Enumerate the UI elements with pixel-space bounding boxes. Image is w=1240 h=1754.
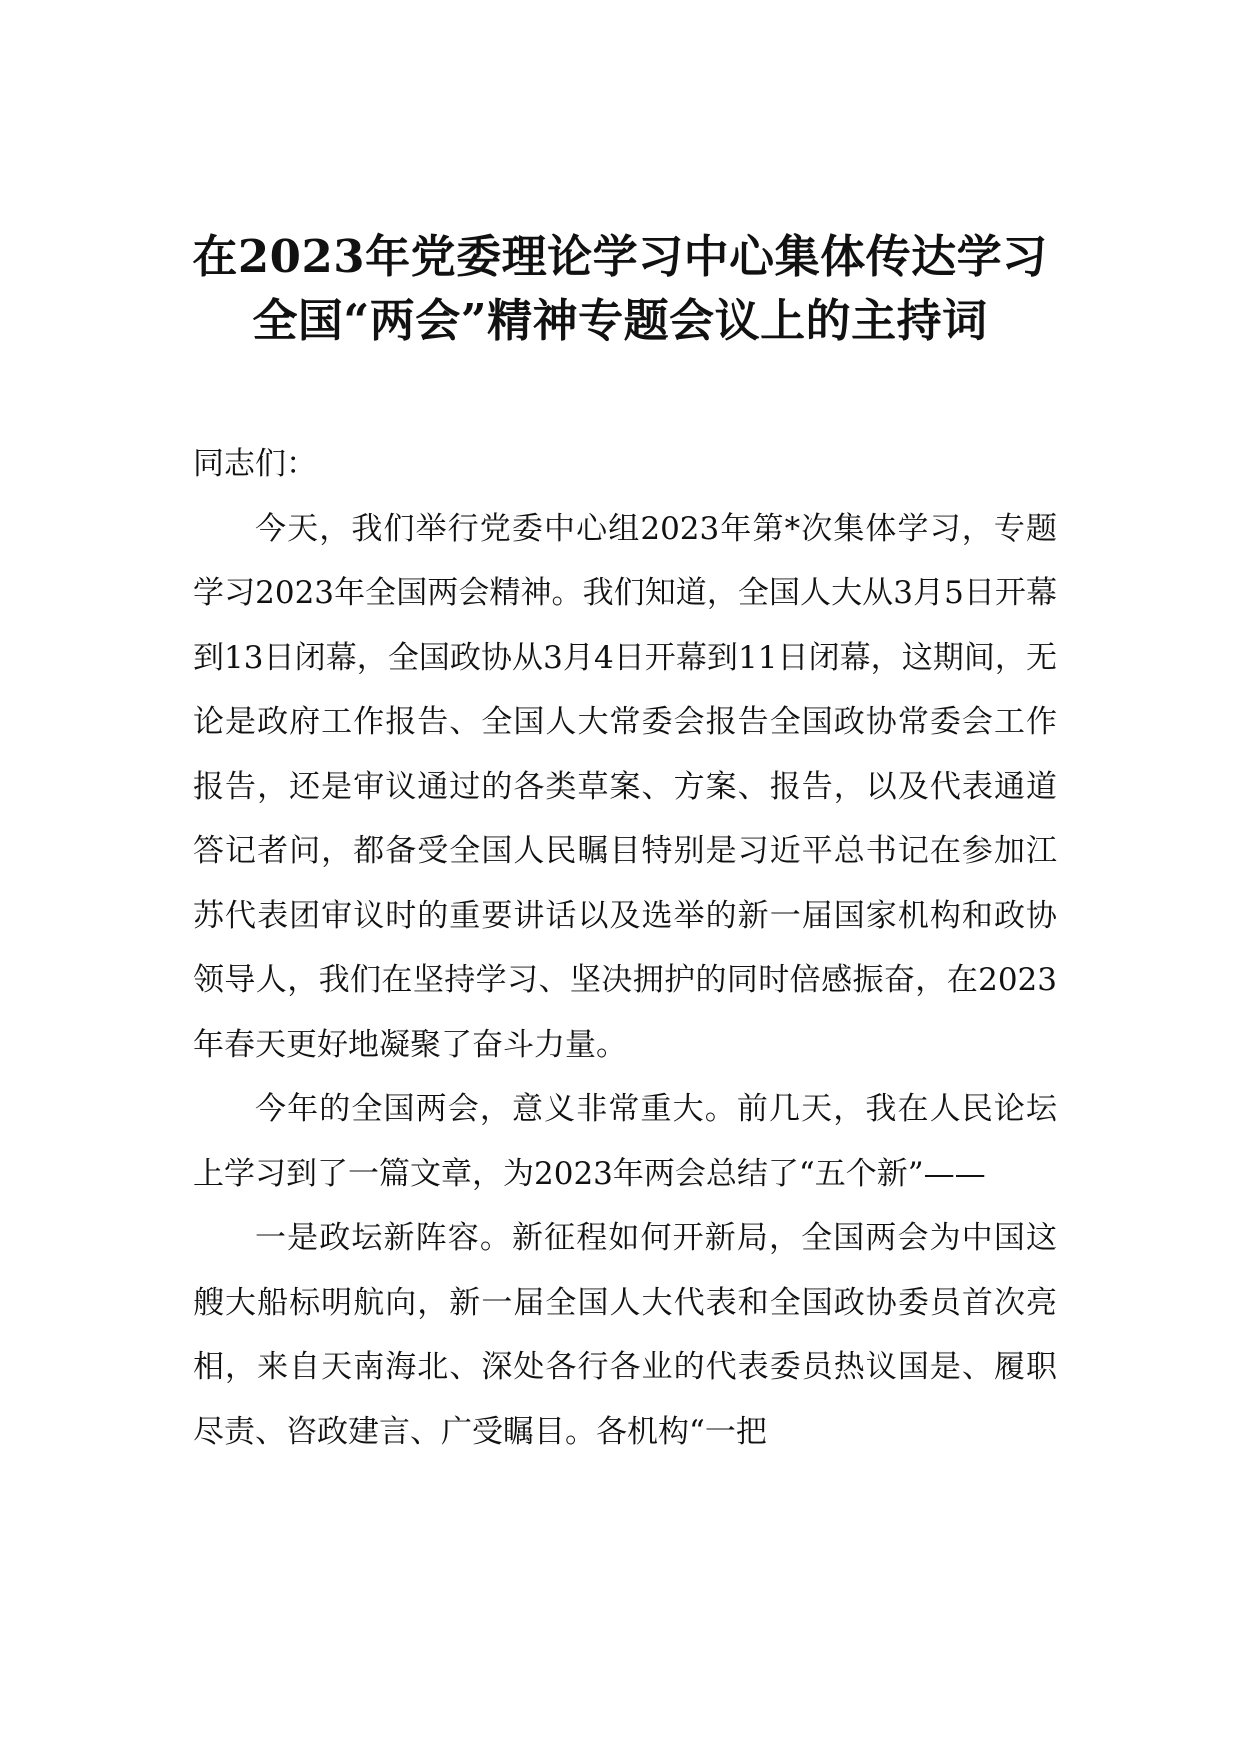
paragraph-1: 今天，我们举行党委中心组2023年第*次集体学习，专题学习2023年全国两会精神。我们知道，全国人大从3月5日开幕到13日闭幕，全国政协从3月4日开幕到11日闭幕，这期间，无论是政府工作报告、全国人大常委会报告全国政协常委会工作报告，还是审议通过的各类草案、方案、报告，以及代表通道答记者问，都备受全国人民瞩目特别是习近平总书记在参加江苏代表团审议时的重要讲话以及选举的新一届国家机构和政协领导人，我们在坚持学习、坚决拥护的同时倍感振奋，在2023年春天更好地凝聚了奋斗力量。 (193, 510, 1057, 1063)
title-line-1: 在2023年党委理论学习中心集体传达学习 (192, 230, 1048, 283)
document-title (150, 225, 1090, 353)
paragraph-2: 今年的全国两会，意义非常重大。前几天，我在人民论坛上学习到了一篇文章，为2023年两会总结了“五个新”—— (193, 1091, 1057, 1192)
paragraph-3: 一是政坛新阵容。新征程如何开新局，全国两会为中国这艘大船标明航向，新一届全国人大代表和全国政协委员首次亮相，来自天南海北、深处各行各业的代表委员热议国是、履职尽责、咨政建言、广受瞩目。各机构“一把 (193, 1220, 1057, 1450)
salutation: 同志们： (193, 446, 317, 482)
document-body (193, 432, 1057, 1464)
title-line-2: 全国“两会”精神专题会议上的主持词 (252, 294, 988, 347)
